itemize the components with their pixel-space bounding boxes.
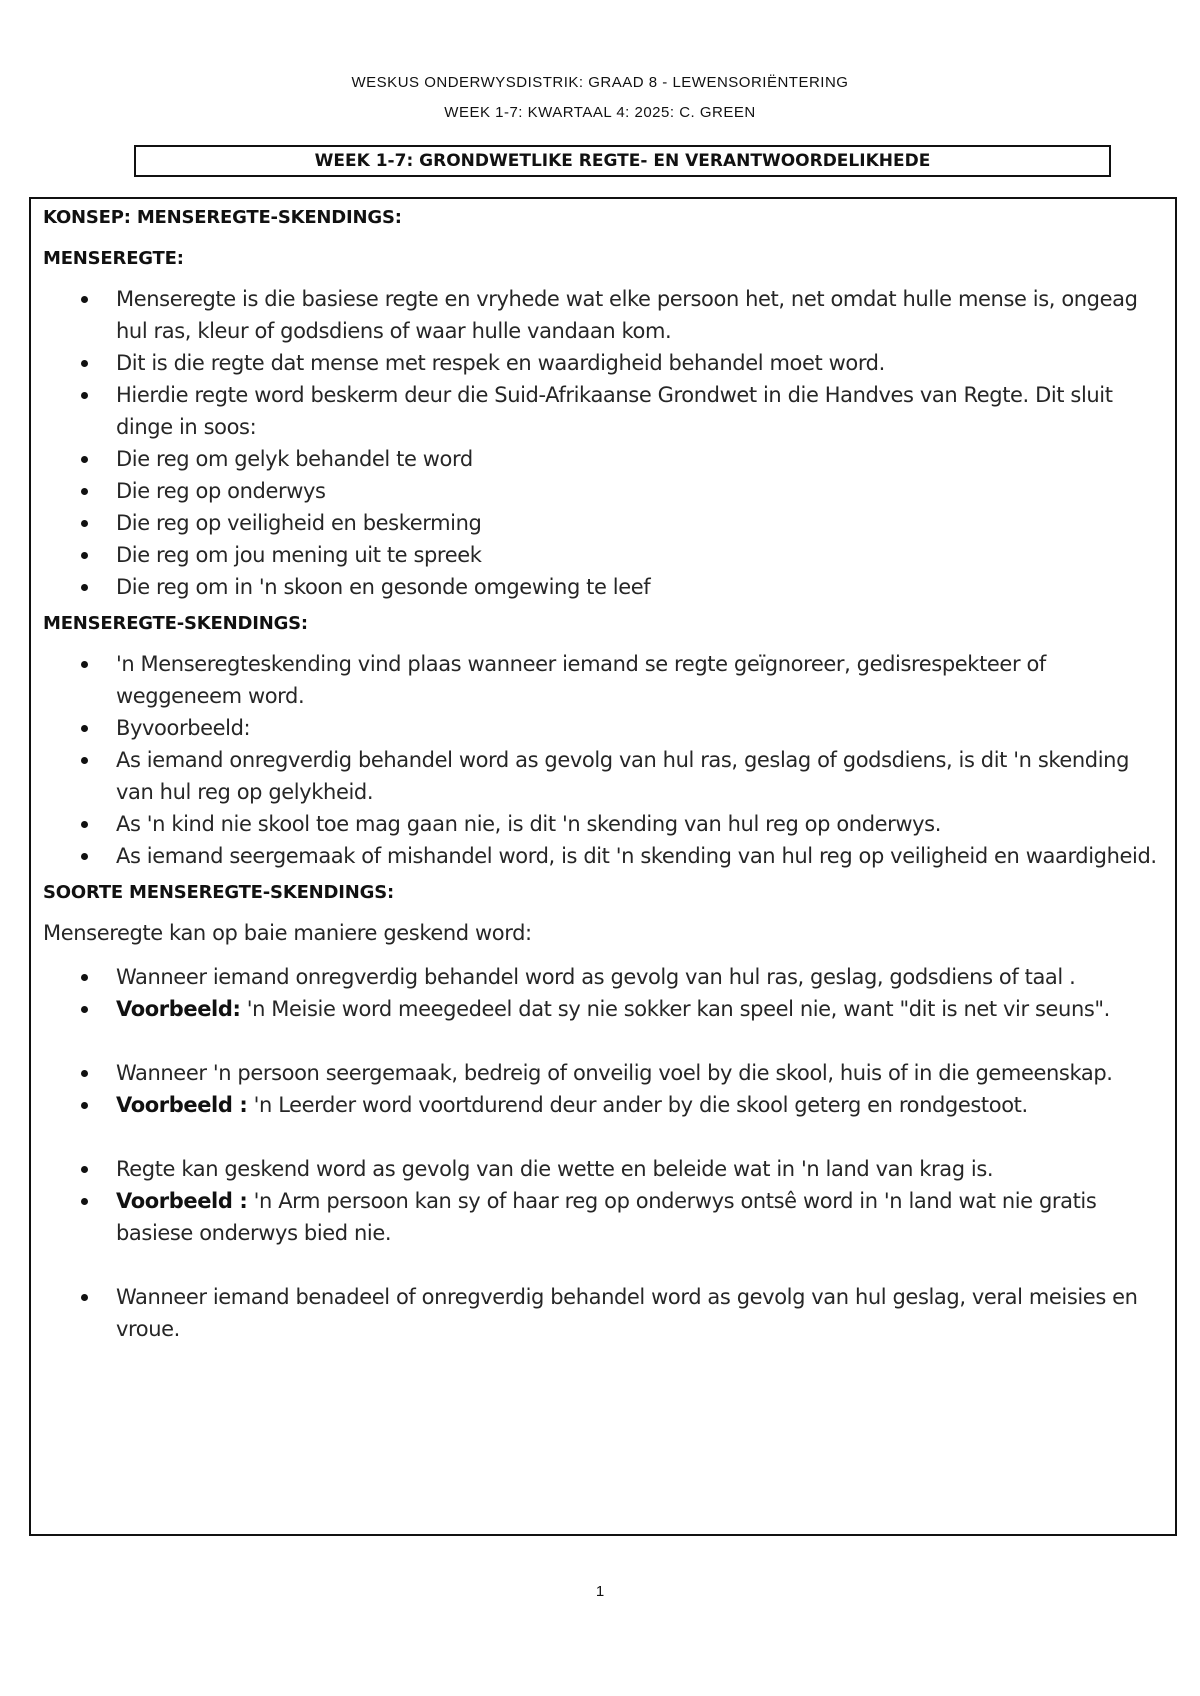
- list-item: 'n Menseregteskending vind plaas wanneer iemand se regte geïgnoreer, gedisrespekteer of weggeneem word.: [43, 648, 1165, 712]
- bullet-icon: [81, 1006, 88, 1013]
- menseregte-list: [43, 283, 1165, 603]
- bullet-icon: [81, 853, 88, 860]
- list-item: Dit is die regte dat mense met respek en waardigheid behandel moet word.: [43, 347, 1165, 379]
- bullet-icon: [81, 520, 88, 527]
- example-item: Voorbeeld : 'n Leerder word voortdurend deur ander by die skool geterg en rondgestoot.: [43, 1089, 1165, 1121]
- list-item: Byvoorbeeld:: [43, 712, 1165, 744]
- example-label: Voorbeeld :: [116, 1093, 248, 1117]
- section-heading-skendings: MENSEREGTE-SKENDINGS:: [43, 613, 308, 634]
- concept-heading: KONSEP: MENSEREGTE-SKENDINGS:: [43, 207, 402, 228]
- bullet-icon: [81, 488, 88, 495]
- list-item: Die reg op veiligheid en beskerming: [43, 507, 1165, 539]
- section-heading-menseregte: MENSEREGTE:: [43, 248, 184, 269]
- bullet-icon: [81, 552, 88, 559]
- bullet-icon: [81, 584, 88, 591]
- example-item: Voorbeeld: 'n Meisie word meegedeel dat sy nie sokker kan speel nie, want "dit is net vir seuns".: [43, 993, 1165, 1025]
- bullet-icon: [81, 392, 88, 399]
- bullet-icon: [81, 1070, 88, 1077]
- document-header-line1: WESKUS ONDERWYSDISTRIK: GRAAD 8 - LEWENSORIËNTERING: [351, 74, 849, 91]
- list-item: As 'n kind nie skool toe mag gaan nie, is dit 'n skending van hul reg op onderwys.: [43, 808, 1165, 840]
- soorte-intro: Menseregte kan op baie maniere geskend word:: [43, 921, 532, 945]
- content-box: [29, 197, 1177, 1536]
- bullet-icon: [81, 1102, 88, 1109]
- list-item: Hierdie regte word beskerm deur die Suid-Afrikaanse Grondwet in die Handves van Regte. Dit sluit dinge in soos:: [43, 379, 1165, 443]
- week-title: WEEK 1-7: GRONDWETLIKE REGTE- EN VERANTWOORDELIKHEDE: [134, 145, 1111, 177]
- list-item: Wanneer iemand benadeel of onregverdig behandel word as gevolg van hul geslag, veral meisies en vroue.: [43, 1281, 1165, 1345]
- list-item: Menseregte is die basiese regte en vryhede wat elke persoon het, net omdat hulle mense is, ongeag hul ras, kleur of godsdiens of waar hulle vandaan kom.: [43, 283, 1165, 347]
- list-item: Die reg om gelyk behandel te word: [43, 443, 1165, 475]
- bullet-icon: [81, 1166, 88, 1173]
- bullet-icon: [81, 821, 88, 828]
- list-item: Die reg op onderwys: [43, 475, 1165, 507]
- bullet-icon: [81, 456, 88, 463]
- soorte-list: [43, 961, 1165, 1345]
- list-item: Regte kan geskend word as gevolg van die wette en beleide wat in 'n land van krag is.: [43, 1153, 1165, 1185]
- list-item: Wanneer 'n persoon seergemaak, bedreig of onveilig voel by die skool, huis of in die gemeenskap.: [43, 1057, 1165, 1089]
- list-item: As iemand onregverdig behandel word as gevolg van hul ras, geslag of godsdiens, is dit 'n skending van hul reg op gelykheid.: [43, 744, 1165, 808]
- bullet-icon: [81, 360, 88, 367]
- example-label: Voorbeeld :: [116, 1189, 248, 1213]
- bullet-icon: [81, 1198, 88, 1205]
- section-heading-soorte: SOORTE MENSEREGTE-SKENDINGS:: [43, 882, 394, 903]
- bullet-icon: [81, 1294, 88, 1301]
- example-label: Voorbeeld:: [116, 997, 241, 1021]
- list-item: Die reg om jou mening uit te spreek: [43, 539, 1165, 571]
- document-header-line2: WEEK 1-7: KWARTAAL 4: 2025: C. GREEN: [444, 104, 756, 121]
- list-item: As iemand seergemaak of mishandel word, is dit 'n skending van hul reg op veiligheid en waardigheid.: [43, 840, 1165, 872]
- list-item: Wanneer iemand onregverdig behandel word as gevolg van hul ras, geslag, godsdiens of taal .: [43, 961, 1165, 993]
- example-item: Voorbeeld : 'n Arm persoon kan sy of haar reg op onderwys ontsê word in 'n land wat nie gratis basiese onderwys bied nie.: [43, 1185, 1165, 1249]
- bullet-icon: [81, 296, 88, 303]
- list-item: Die reg om in 'n skoon en gesonde omgewing te leef: [43, 571, 1165, 603]
- bullet-icon: [81, 757, 88, 764]
- bullet-icon: [81, 725, 88, 732]
- bullet-icon: [81, 661, 88, 668]
- page-number: 1: [595, 1583, 605, 1600]
- bullet-icon: [81, 974, 88, 981]
- skendings-list: [43, 648, 1165, 872]
